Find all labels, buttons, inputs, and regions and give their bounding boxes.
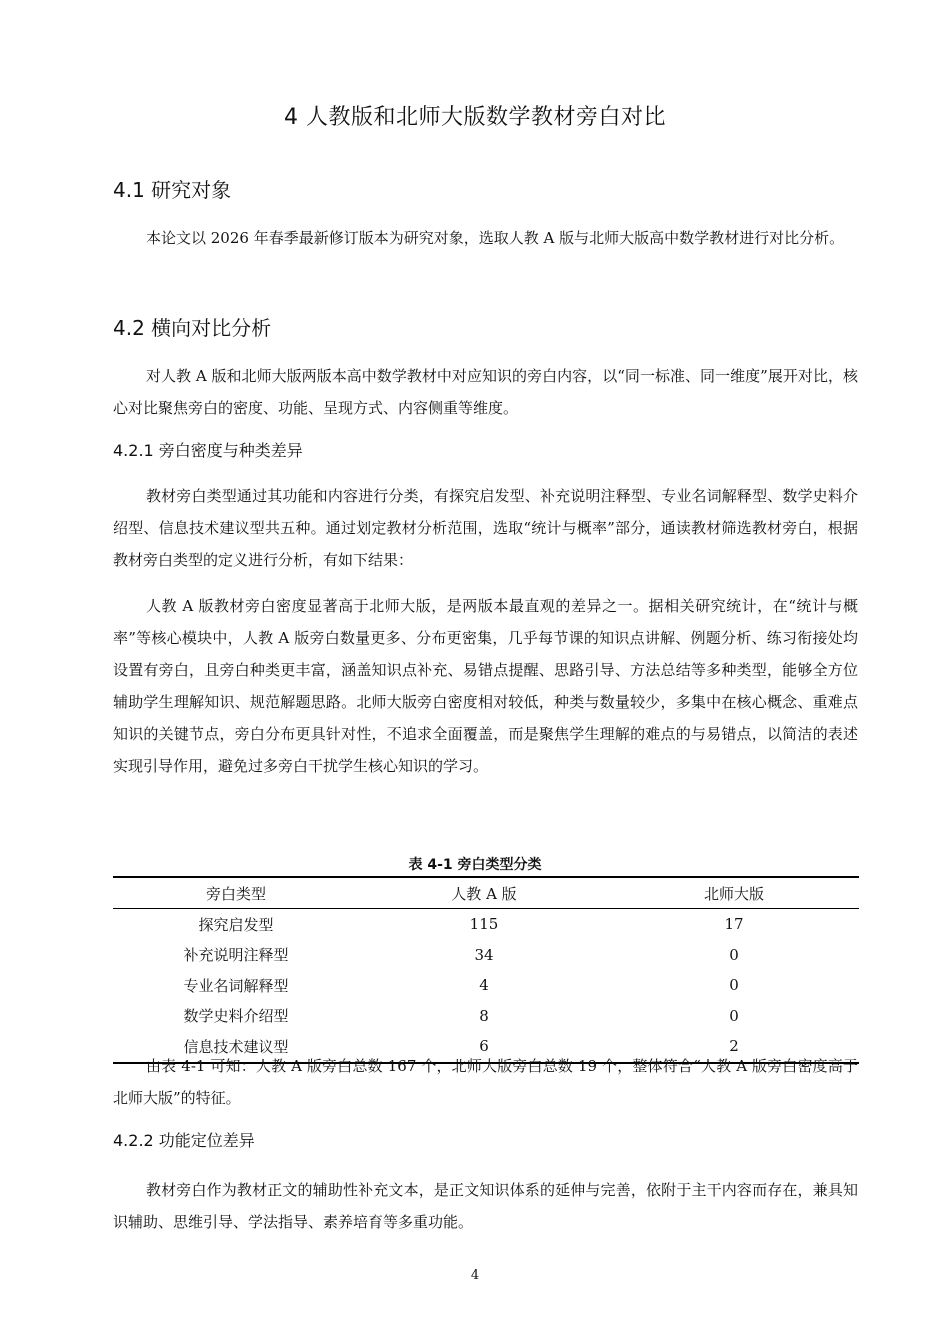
table-cell: 0 bbox=[729, 945, 739, 964]
page-number: 4 bbox=[470, 1268, 480, 1283]
section-heading-4-2: 4.2 横向对比分析 bbox=[113, 316, 272, 340]
table-header-cell: 人教 A 版 bbox=[359, 877, 609, 909]
table-cell: 17 bbox=[724, 915, 744, 934]
table-cell: 34 bbox=[474, 945, 494, 964]
paragraph-4-2-1-a: 教材旁白类型通过其功能和内容进行分类，有探究启发型、补充说明注释型、专业名词解释型、数学史料介绍型、信息技术建议型共五种。通过划定教材分析范围，选取“统计与概率”部分，通读教材筛选教材旁白，根据教材旁白类型的定义进行分析，有如下结果： bbox=[113, 487, 858, 569]
table-row bbox=[113, 909, 859, 940]
table-cell: 0 bbox=[729, 1006, 739, 1025]
paragraph-4-1: 本论文以 2026 年春季最新修订版本为研究对象，选取人教 A 版与北师大版高中数学教材进行对比分析。 bbox=[146, 229, 845, 247]
subsection-heading-4-2-2: 4.2.2 功能定位差异 bbox=[113, 1131, 255, 1150]
section-heading-4-1: 4.1 研究对象 bbox=[113, 178, 232, 202]
table-row bbox=[113, 970, 859, 1001]
paragraph-4-2-1-b: 人教 A 版教材旁白密度显著高于北师大版，是两版本最直观的差异之一。据相关研究统计，在“统计与概率”等核心模块中，人教 A 版旁白数量更多、分布更密集，几乎每节课的知识点讲解、例题分析、练习衔接处均设置有旁白，且旁白种类更丰富，涵盖知识点补充、易错点提醒、思路引导、方法总结等多种类型，能够全方位辅助学生理解知识、规范解题思路。北师大版旁白密度相对较低，种类与数量较少，多集中在核心概念、重难点知识的关键节点，旁白分布更具针对性，不追求全面覆盖，而是聚焦学生理解的难点的与易错点，以简洁的表述实现引导作用，避免过多旁白干扰学生核心知识的学习。 bbox=[113, 597, 858, 775]
paragraph-4-2: 对人教 A 版和北师大版两版本高中数学教材中对应知识的旁白内容，以“同一标准、同一维度”展开对比，核心对比聚焦旁白的密度、功能、呈现方式、内容侧重等维度。 bbox=[113, 367, 858, 417]
table-header-cell: 北师大版 bbox=[609, 877, 859, 909]
subsection-heading-4-2-1: 4.2.1 旁白密度与种类差异 bbox=[113, 441, 303, 460]
table-row bbox=[113, 1001, 859, 1032]
table-cell: 数学史料介绍型 bbox=[183, 1007, 289, 1026]
table-cell: 8 bbox=[479, 1006, 489, 1025]
table-row bbox=[113, 940, 859, 971]
table-caption: 表 4-1 旁白类型分类 bbox=[408, 857, 542, 873]
table-cell: 专业名词解释型 bbox=[183, 976, 289, 995]
table-cell: 2 bbox=[609, 1031, 859, 1063]
table-header-row bbox=[113, 877, 859, 909]
table-header-cell: 旁白类型 bbox=[113, 877, 359, 909]
table-cell: 0 bbox=[729, 976, 739, 995]
table-cell: 4 bbox=[479, 976, 489, 995]
paragraph-4-2-2: 教材旁白作为教材正文的辅助性补充文本，是正文知识体系的延伸与完善，依附于主干内容而存在，兼具知识辅助、思维引导、学法指导、素养培育等多重功能。 bbox=[113, 1181, 858, 1231]
table-cell: 信息技术建议型 bbox=[113, 1031, 359, 1063]
table-cell: 115 bbox=[469, 915, 499, 934]
table-cell: 补充说明注释型 bbox=[183, 946, 289, 965]
table-cell: 6 bbox=[359, 1031, 609, 1063]
table-cell: 探究启发型 bbox=[198, 915, 274, 934]
paragraph-table-summary: 由表 4-1 可知：人教 A 版旁白总数 167 个，北师大版旁白总数 19 个，整体符合“人教 A 版旁白密度高于北师大版”的特征。 bbox=[113, 1057, 859, 1107]
page-title: 4 人教版和北师大版数学教材旁白对比 bbox=[284, 105, 666, 130]
type-table bbox=[113, 876, 859, 1064]
